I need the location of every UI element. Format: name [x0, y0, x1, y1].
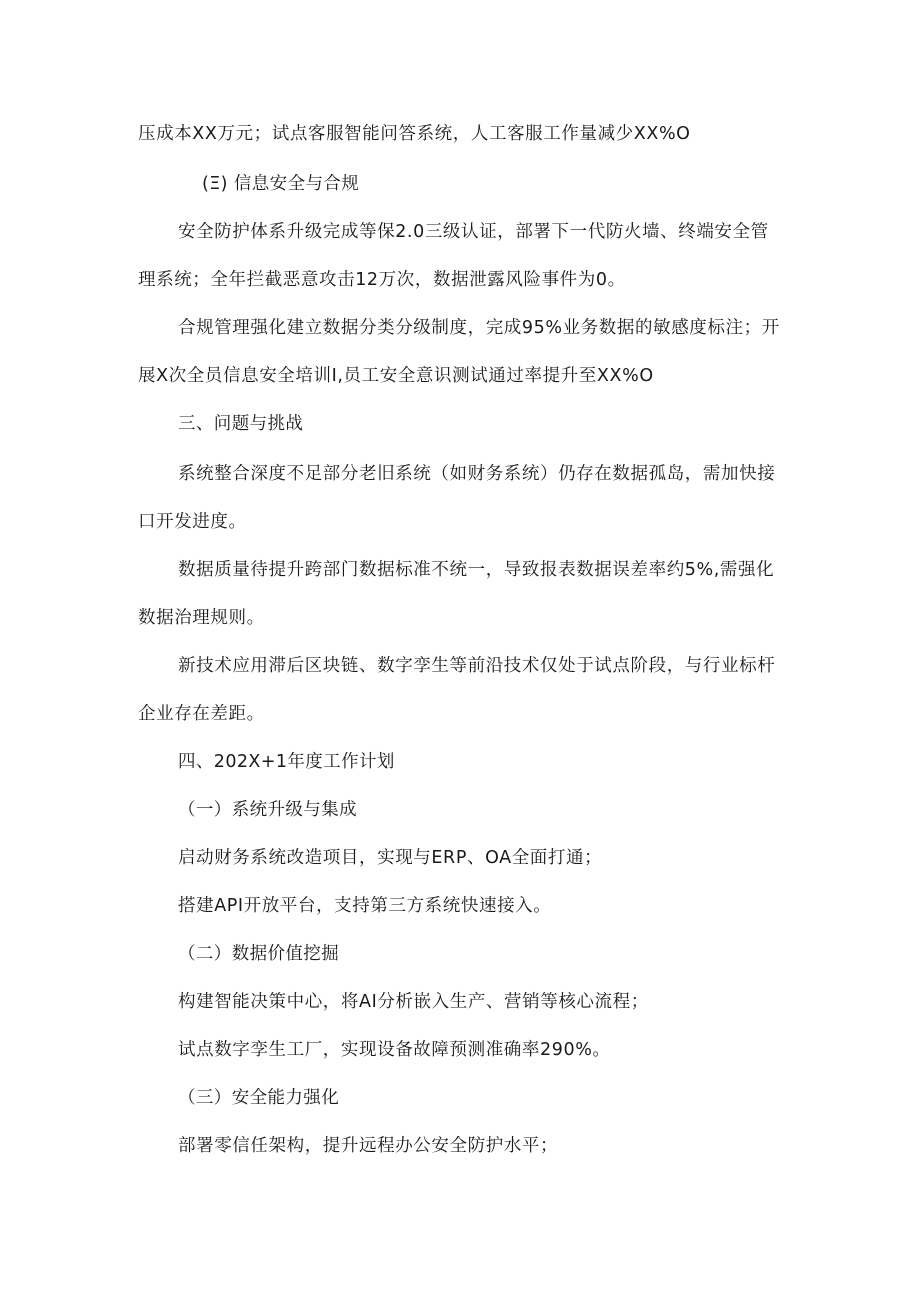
paragraph-line: 理系统；全年拦截恶意攻击12万次，数据泄露风险事件为0。	[138, 270, 626, 290]
paragraph-line: 数据质量待提升跨部门数据标准不统一，导致报表数据误差率约5%,需强化	[178, 560, 775, 580]
paragraph-line: 展X次全员信息安全培训I,员工安全意识测试通过率提升至XX%O	[138, 366, 654, 386]
subsection-heading: （一）系统升级与集成	[178, 800, 357, 820]
paragraph-line: 企业存在差距。	[138, 704, 265, 724]
subsection-heading: （三）安全能力强化	[178, 1088, 340, 1108]
paragraph-line: 搭建API开放平台，支持第三方系统快速接入。	[178, 896, 552, 916]
paragraph-line: 压成本XX万元；试点客服智能问答系统，人工客服工作量减少XX%O	[138, 124, 691, 144]
section-heading: 三、问题与挑战	[178, 414, 304, 434]
paragraph-line: 新技术应用滞后区块链、数字孪生等前沿技术仅处于试点阶段，与行业标杆	[178, 656, 776, 676]
paragraph-line: 部署零信任架构，提升远程办公安全防护水平；	[178, 1136, 559, 1156]
paragraph-line: 系统整合深度不足部分老旧系统（如财务系统）仍存在数据孤岛，需加快接	[178, 464, 776, 484]
paragraph-line: 启动财务系统改造项目，实现与ERP、OA全面打通；	[178, 848, 603, 868]
paragraph-line: 构建智能决策中心，将AI分析嵌入生产、营销等核心流程；	[178, 992, 649, 1012]
paragraph-line: 合规管理强化建立数据分类分级制度，完成95%业务数据的敏感度标注；开	[178, 318, 780, 338]
paragraph-line: 数据治理规则。	[138, 608, 265, 628]
paragraph-line: 口开发进度。	[138, 512, 247, 532]
subsection-heading: (Ξ) 信息安全与合规	[202, 174, 360, 194]
section-heading: 四、202X+1年度工作计划	[178, 752, 395, 772]
subsection-heading: （二）数据价值挖掘	[178, 944, 340, 964]
paragraph-line: 试点数字孪生工厂，实现设备故障预测准确率290%。	[178, 1040, 611, 1060]
paragraph-line: 安全防护体系升级完成等保2.0三级认证，部署下一代防火墙、终端安全管	[178, 222, 769, 242]
